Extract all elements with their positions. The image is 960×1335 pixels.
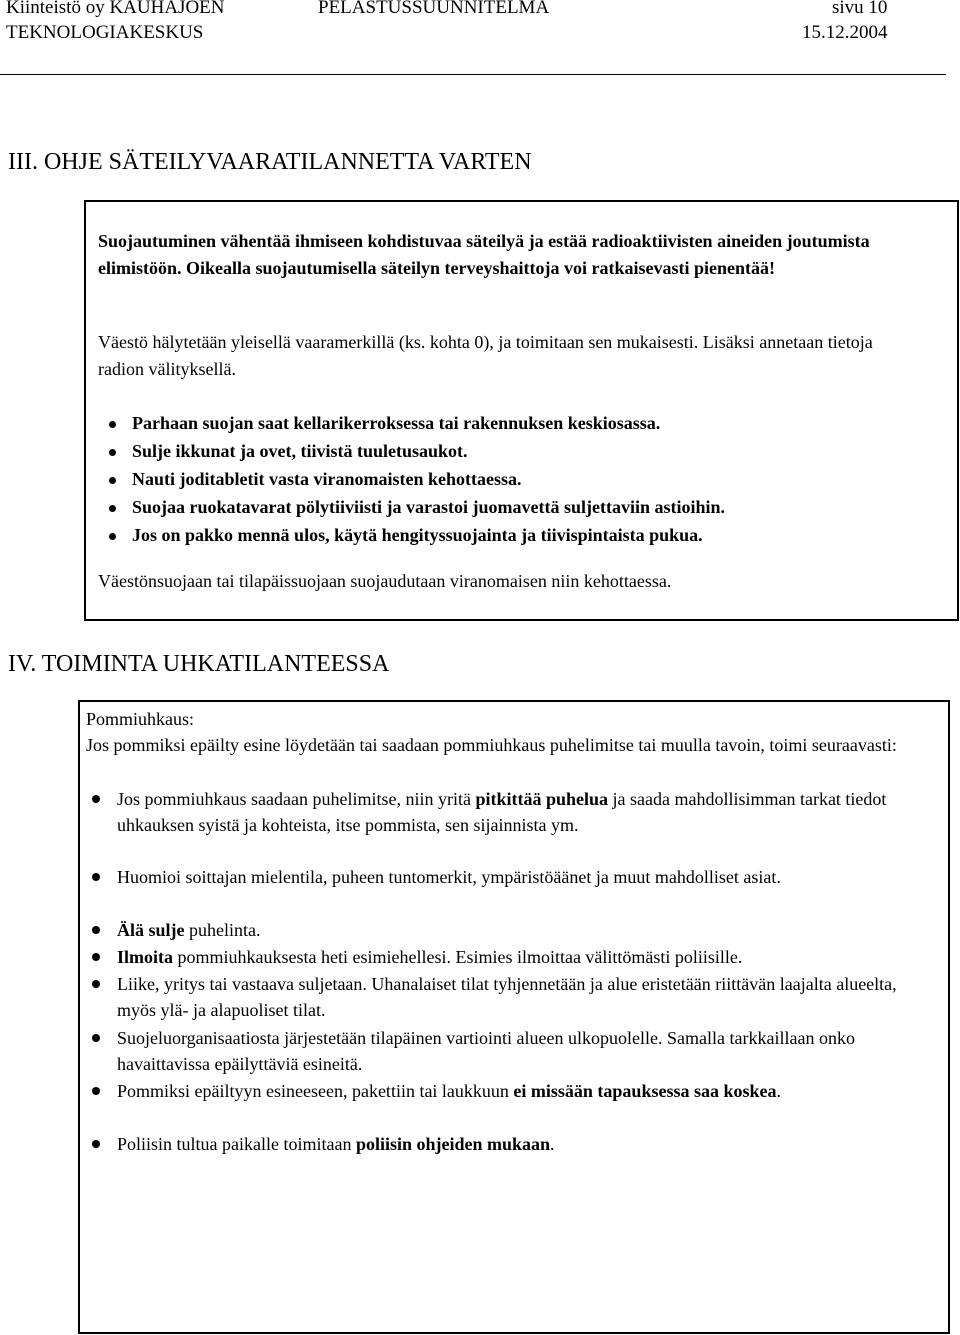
bomb-threat-item-3: Älä sulje puhelinta. xyxy=(117,920,261,940)
header-page-number: sivu 10 xyxy=(832,0,888,18)
bullet-icon xyxy=(109,533,116,540)
bomb-threat-item-6: Suojeluorganisaatiosta järjestetään tilapäinen vartiointi alueen ulkopuolelle. Samalla tarkkaillaan onko havaittavissa epäilyttäviä esineitä. xyxy=(117,1028,855,1074)
bullet-icon xyxy=(109,477,116,484)
bullet-icon xyxy=(92,795,100,803)
radiation-instructions-box xyxy=(84,200,959,621)
bomb-threat-item-1: Jos pommiuhkaus saadaan puhelimitse, niin yritä pitkittää puhelua ja saada mahdollisimman tarkat tiedot uhkauksen syistä ja kohteista, itse pommista, sen sijainnista ym. xyxy=(117,789,887,835)
bomb-threat-item-8: Poliisin tultua paikalle toimitaan poliisin ohjeiden mukaan. xyxy=(117,1134,555,1154)
bullet-icon xyxy=(109,449,116,456)
bullet-icon xyxy=(92,953,100,961)
bullet-icon xyxy=(92,926,100,934)
bomb-threat-box xyxy=(78,700,950,1334)
radiation-intro: Suojautuminen vähentää ihmiseen kohdistuvaa säteilyä ja estää radioaktiivisten aineiden joutumista elimistöön. Oikealla suojautumisella säteilyn terveyshaittoja voi ratkaisevasti pienentää! xyxy=(98,231,870,278)
bomb-threat-item-2: Huomioi soittajan mielentila, puheen tuntomerkit, ympäristöäänet ja muut mahdolliset asiat. xyxy=(117,867,781,887)
bomb-threat-item-7: Pommiksi epäiltyyn esineeseen, pakettiin tai laukkuun ei missään tapauksessa saa koskea. xyxy=(117,1081,781,1101)
radiation-bullet-3: Nauti joditabletit vasta viranomaisten kehottaessa. xyxy=(132,469,522,489)
bullet-icon xyxy=(92,1140,100,1148)
radiation-bullet-1: Parhaan suojan saat kellarikerroksessa tai rakennuksen keskiosassa. xyxy=(132,413,661,433)
radiation-bullet-4: Suojaa ruokatavarat pölytiiviisti ja varastoi juomavettä suljettaviin astioihin. xyxy=(132,497,725,517)
radiation-bullet-2: Sulje ikkunat ja ovet, tiivistä tuuletusaukot. xyxy=(132,441,468,461)
bullet-icon xyxy=(92,873,100,881)
bomb-threat-item-4: Ilmoita pommiuhkauksesta heti esimiehellesi. Esimies ilmoittaa välittömästi poliisille. xyxy=(117,947,743,967)
section-4-title: IV. TOIMINTA UHKATILANTEESSA xyxy=(8,651,390,677)
header-document-title: PELASTUSSUUNNITELMA xyxy=(318,0,550,18)
header-date: 15.12.2004 xyxy=(802,22,888,43)
bullet-icon xyxy=(92,1087,100,1095)
radiation-closing-text: Väestönsuojaan tai tilapäissuojaan suojaudutaan viranomaisen niin kehottaessa. xyxy=(98,571,672,591)
bullet-icon xyxy=(92,980,100,988)
header-organization-line1: Kiinteistö oy KAUHAJOEN xyxy=(6,0,225,18)
radiation-alert-text: Väestö hälytetään yleisellä vaaramerkillä (ks. kohta 0), ja toimitaan sen mukaisesti. Lisäksi annetaan tietoja radion välityksellä. xyxy=(98,332,873,379)
bomb-threat-intro: Jos pommiksi epäilty esine löydetään tai saadaan pommiuhkaus puhelimitse tai muulla tavoin, toimi seuraavasti: xyxy=(86,735,897,755)
bullet-icon xyxy=(109,421,116,428)
radiation-bullet-5: Jos on pakko mennä ulos, käytä hengityssuojainta ja tiivispintaista pukua. xyxy=(132,525,703,545)
section-3-title: III. OHJE SÄTEILYVAARATILANNETTA VARTEN xyxy=(8,149,532,175)
bomb-threat-item-5: Liike, yritys tai vastaava suljetaan. Uhanalaiset tilat tyhjennetään ja alue eristetään riittävän laajalta alueelta, myös ylä- ja alapuoliset tilat. xyxy=(117,974,897,1020)
header-divider xyxy=(0,74,946,75)
bullet-icon xyxy=(92,1034,100,1042)
header-organization-line2: TEKNOLOGIAKESKUS xyxy=(6,22,204,43)
bomb-threat-heading: Pommiuhkaus: xyxy=(86,709,195,729)
bullet-icon xyxy=(109,505,116,512)
